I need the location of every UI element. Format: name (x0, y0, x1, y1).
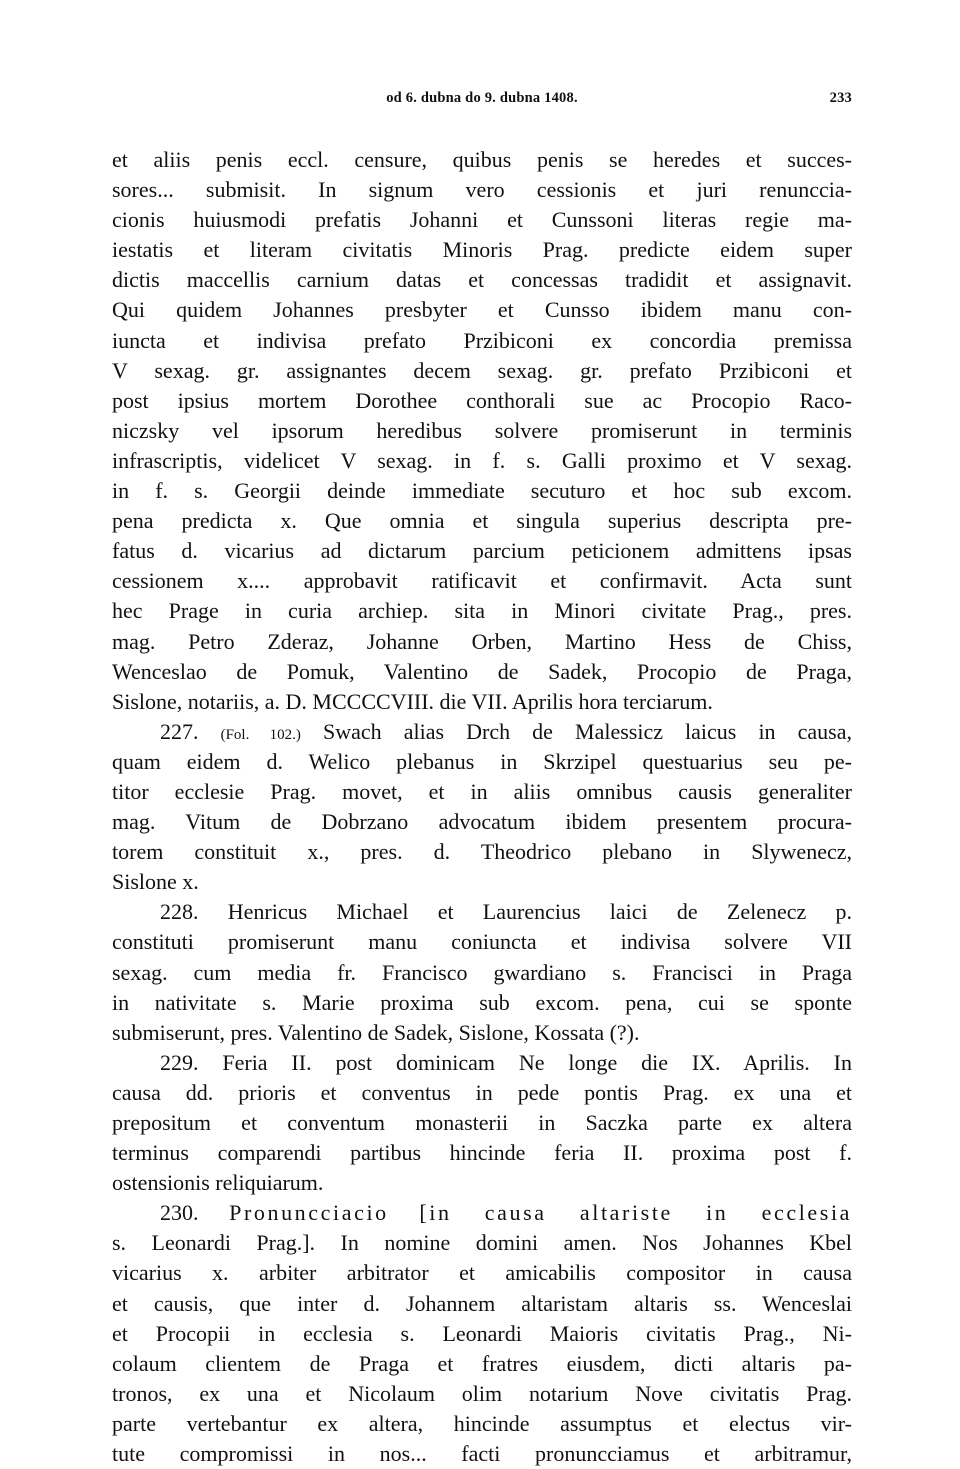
text-line: sores... submisit. In signum vero cessionis et juri renunccia- (112, 177, 852, 203)
spaced-heading-rest: [in causa altariste in ecclesia (419, 1200, 853, 1226)
text-line: niczsky vel ipsorum heredibus solvere promiserunt in terminis (112, 417, 852, 443)
text-line: vicarius x. arbiter arbitrator et amicabilis compositor in causa (112, 1260, 852, 1286)
text-line: post ipsius mortem Dorothee conthorali sue ac Procopio Raco- (112, 387, 852, 413)
text-line: Qui quidem Johannes presbyter et Cunsso ibidem manu con- (112, 297, 852, 323)
folio-reference: (Fol. 102.) (220, 726, 301, 743)
text-line: in f. s. Georgii deinde immediate secuturo et hoc sub excom. (112, 478, 852, 504)
entry-230-first-line (112, 1198, 852, 1228)
text-line: ostensionis reliquiarum. (112, 1170, 324, 1196)
entry-228-first-line: 228. Henricus Michael et Laurencius laici de Zelenecz p. (160, 899, 852, 925)
text-line: parte vertebantur ex altera, hincinde assumptus et electus vir- (112, 1410, 852, 1436)
text-line: tute compromissi in nos... facti pronuncciamus et arbitramur, (112, 1441, 852, 1467)
text-line: Wenceslao de Pomuk, Valentino de Sadek, Procopio de Praga, (112, 658, 852, 684)
text-line: quam eidem d. Welico plebanus in Skrzipel questuarius seu pe- (112, 748, 852, 774)
text-line: dictis maccellis carnium datas et concessas tradidit et assignavit. (112, 267, 852, 293)
text-line: et causis, que inter d. Johannem altaristam altaris ss. Wenceslai (112, 1290, 852, 1316)
text-line: terminus comparendi partibus hincinde feria II. proxima post f. (112, 1140, 852, 1166)
entry-229-first-line: 229. Feria II. post dominicam Ne longe die IX. Aprilis. In (160, 1049, 852, 1075)
text-line: cessionem x.... approbavit ratificavit et confirmavit. Acta sunt (112, 568, 852, 594)
page-number: 233 (829, 90, 852, 106)
header-title: od 6. dubna do 9. dubna 1408. (386, 90, 578, 106)
document-body (112, 145, 852, 1469)
text-line: mag. Vitum de Dobrzano advocatum ibidem presentem procura- (112, 809, 852, 835)
text-line: constituti promiserunt manu coniuncta et indivisa solvere VII (112, 929, 852, 955)
text-line: torem constituit x., pres. d. Theodrico plebano in Slywenecz, (112, 839, 852, 865)
text-line: fatus d. vicarius ad dictarum parcium peticionem admittens ipsas (112, 538, 852, 564)
text-line: submiserunt, pres. Valentino de Sadek, Sislone, Kossata (?). (112, 1019, 640, 1045)
text-line: iestatis et literam civitatis Minoris Prag. predicte eidem super (112, 237, 852, 263)
text-line: et Procopii in ecclesia s. Leonardi Maioris civitatis Prag., Ni- (112, 1320, 852, 1346)
text-line: causa dd. prioris et conventus in pede pontis Prag. ex una et (112, 1079, 852, 1105)
text-line: iuncta et indivisa prefato Przibiconi ex concordia premissa (112, 327, 852, 353)
running-header (112, 90, 852, 114)
text-line: s. Leonardi Prag.]. In nomine domini amen. Nos Johannes Kbel (112, 1230, 852, 1256)
text-line: pena predicta x. Que omnia et singula superius descripta pre- (112, 508, 852, 534)
text-line: Sislone, notariis, a. D. MCCCCVIII. die VII. Aprilis hora terciarum. (112, 688, 713, 714)
text-line: V sexag. gr. assignantes decem sexag. gr. prefato Przibiconi et (112, 357, 852, 383)
text-line: hec Prage in curia archiep. sita in Minori civitate Prag., pres. (112, 598, 852, 624)
entry-text: Swach alias Drch de Malessicz laicus in causa, (322, 718, 852, 744)
text-line: sexag. cum media fr. Francisco gwardiano s. Francisci in Praga (112, 959, 852, 985)
spaced-heading: Pronuncciacio (229, 1200, 389, 1226)
text-line: titor ecclesie Prag. movet, et in aliis omnibus causis generaliter (112, 778, 852, 804)
text-line: colaum clientem de Praga et fratres eiusdem, dicti altaris pa- (112, 1350, 852, 1376)
text-line: infrascriptis, videlicet V sexag. in f. s. Galli proximo et V sexag. (112, 447, 852, 473)
text-line: in nativitate s. Marie proxima sub excom. pena, cui se sponte (112, 989, 852, 1015)
text-line: cionis huiusmodi prefatis Johanni et Cunssoni literas regie ma- (112, 207, 852, 233)
entry-number: 227. (160, 718, 199, 744)
text-line: et aliis penis eccl. censure, quibus penis se heredes et succes- (112, 147, 852, 172)
text-line: tronos, ex una et Nicolaum olim notarium Nove civitatis Prag. (112, 1380, 852, 1406)
text-line: mag. Petro Zderaz, Johanne Orben, Martino Hess de Chiss, (112, 628, 852, 654)
text-line: Sislone x. (112, 869, 199, 895)
entry-227-first-line (112, 717, 852, 747)
entry-number: 230. (160, 1200, 199, 1226)
text-line: prepositum et conventum monasterii in Saczka parte ex altera (112, 1110, 852, 1135)
